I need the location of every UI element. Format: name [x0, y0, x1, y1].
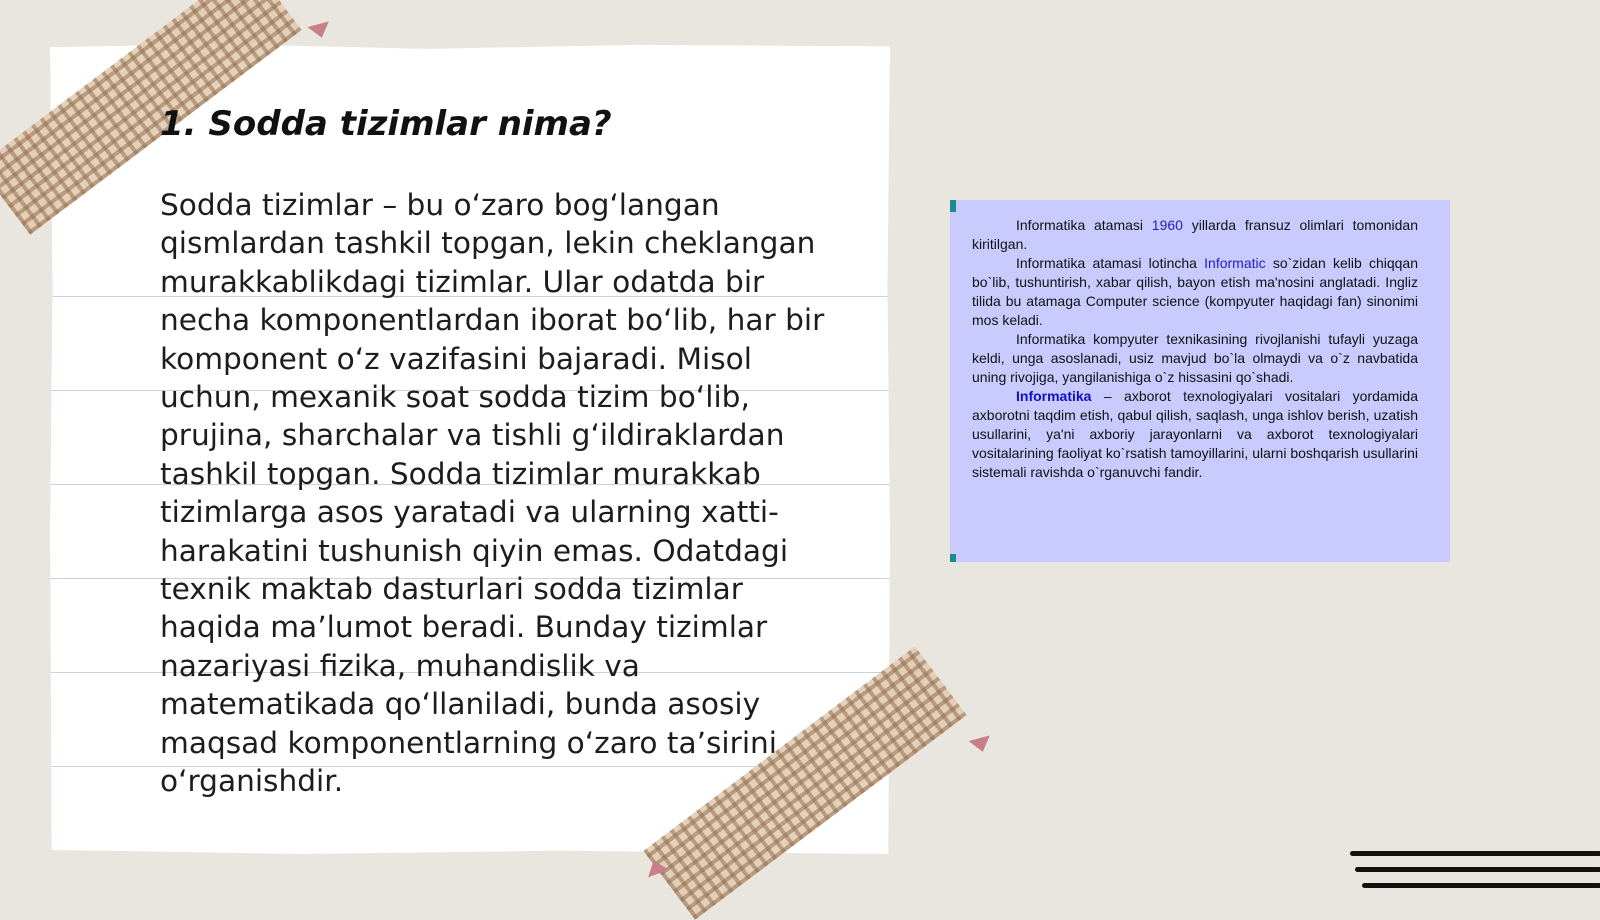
info-paragraph-1: Informatika atamasi 1960 yillarda fransuz olimlari tomonidan kiritilgan. — [972, 217, 1418, 252]
corner-mark — [950, 200, 956, 212]
definition-term: Informatika — [1016, 388, 1092, 404]
info-paragraph-4: Informatika – axborot texnologiyalari vositalari yordamida axborotni taqdim etish, qabul qilish, saqlash, unga ishlov berish, uzatish usullarini, ya'ni axboriy jarayonlarni va axborot texnologiyalari vositalarining faoliyat ko`rsatish tamoyillarini, ularni boshqarish usullarini sistemali ravishda o`rganuvchi fandir. — [972, 388, 1418, 480]
decorative-line — [1362, 883, 1600, 888]
info-paragraph-2: Informatika atamasi lotincha Informatic so`zidan kelib chiqqan bo`lib, tushuntirish, xabar qilish, bayon etish ma'nosini anglatadi. Ingliz tilida bu atamaga Computer science (kompyuter haqidagi fan) sinonimi mos keladi. — [972, 255, 1418, 328]
term-highlight: Informatic — [1204, 255, 1266, 271]
decorative-line — [1350, 851, 1600, 856]
slide-title: 1. Sodda tizimlar nima? — [160, 104, 612, 144]
corner-mark — [950, 554, 956, 562]
pin-marker — [308, 21, 333, 40]
informatika-text-image — [950, 200, 1450, 562]
slide-body-text: Sodda tizimlar – bu o‘zaro bog‘langan qismlardan tashkil topgan, lekin cheklangan murakkablikdagi tizimlar. Ular odatda bir necha komponentlardan iborat bo‘lib, har bir komponent o‘z vazifasini bajaradi. Misol uchun, mexanik soat sodda tizim bo‘lib, prujina, sharchalar va tishli g‘ildiraklardan tashkil topgan. Sodda tizimlar murakkab tizimlarga asos yaratadi va ularning xatti-harakatini tushunish qiyin emas. Odatdagi texnik maktab dasturlari sodda tizimlar haqida ma’lumot beradi. Bunday tizimlar nazariyasi fizika, muhandislik va matematikada qo‘llaniladi, bunda asosiy maqsad komponentlarning o‘zaro ta’sirini o‘rganishdir. — [160, 188, 825, 799]
year-highlight: 1960 — [1151, 217, 1183, 233]
decorative-line — [1355, 867, 1600, 872]
info-paragraph-3: Informatika kompyuter texnikasining rivojlanishi tufayli yuzaga keldi, unga asoslanadi, usiz mavjud bo`la olmaydi va o`z navbatida uning rivojiga, yangilanishiga o`z hissasini qo`shadi. — [972, 331, 1418, 385]
pin-marker — [969, 735, 994, 754]
